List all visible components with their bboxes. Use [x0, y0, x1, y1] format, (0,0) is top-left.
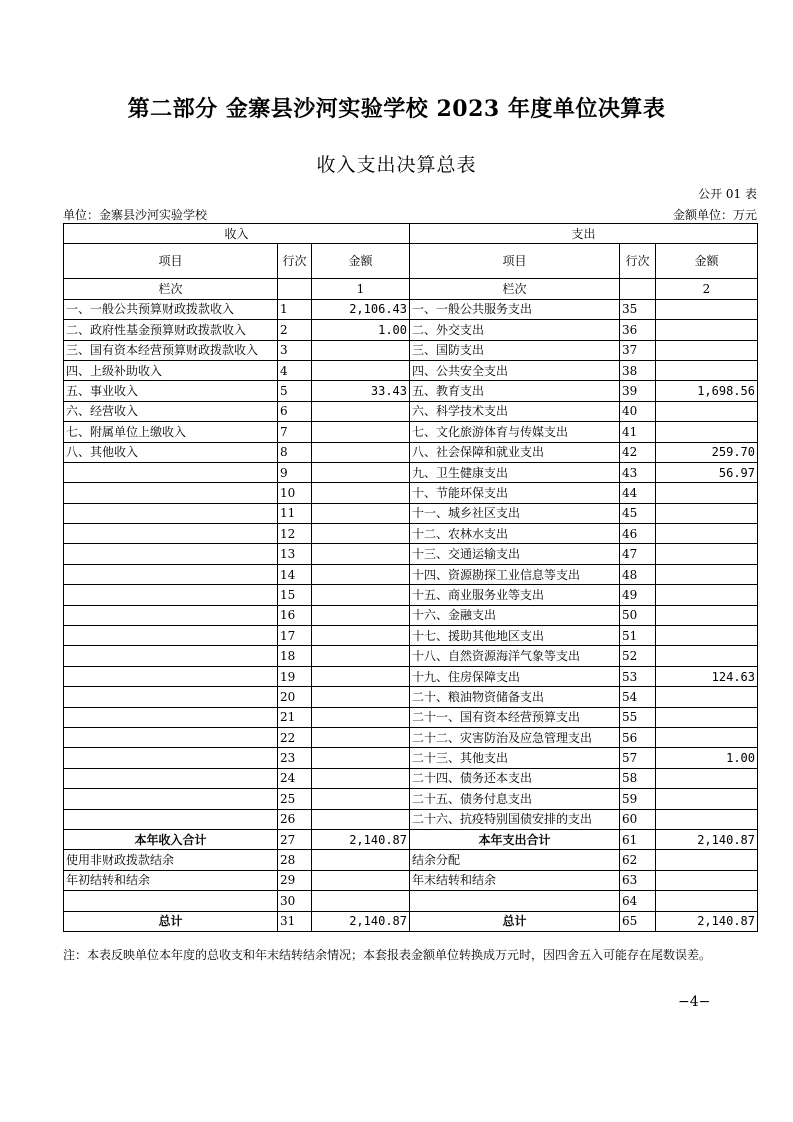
expense-amount-header: 金额 [656, 244, 758, 279]
expense-line-cell: 37 [620, 340, 656, 360]
expense-line-cell: 35 [620, 299, 656, 319]
expense-line-cell: 56 [620, 727, 656, 747]
income-item-cell [64, 646, 278, 666]
income-item-cell [64, 727, 278, 747]
income-item-cell [64, 503, 278, 523]
table-row [64, 320, 758, 340]
income-item-cell: 年初结转和结余 [64, 870, 278, 890]
table-row [64, 626, 758, 646]
expense-amount-cell [656, 605, 758, 625]
expense-item-cell: 七、文化旅游体育与传媒支出 [410, 422, 620, 442]
income-amount-cell [312, 483, 410, 503]
income-amount-cell [312, 748, 410, 768]
income-line-cell: 29 [278, 870, 312, 890]
expense-item-cell: 二十六、抗疫特别国债安排的支出 [410, 809, 620, 829]
expense-line-cell: 48 [620, 564, 656, 584]
expense-amount-cell [656, 422, 758, 442]
expense-item-cell: 二十五、债务付息支出 [410, 789, 620, 809]
income-amount-cell [312, 605, 410, 625]
document-title: 第二部分 金寨县沙河实验学校 2023 年度单位决算表 [127, 96, 666, 122]
income-amount-cell [312, 870, 410, 890]
expense-amount-cell: 1.00 [656, 748, 758, 768]
income-item-cell [64, 748, 278, 768]
expense-item-cell: 结余分配 [410, 850, 620, 870]
expense-line-cell: 57 [620, 748, 656, 768]
table-row [64, 564, 758, 584]
expense-item-cell: 十一、城乡社区支出 [410, 503, 620, 523]
income-item-cell: 七、附属单位上缴收入 [64, 422, 278, 442]
expense-line-cell: 40 [620, 401, 656, 421]
income-line-cell: 31 [278, 911, 312, 931]
income-line-cell: 9 [278, 462, 312, 482]
income-amount-cell: 2,140.87 [312, 829, 410, 849]
income-item-cell [64, 891, 278, 911]
expense-line-cell: 41 [620, 422, 656, 442]
expense-line-cell: 51 [620, 626, 656, 646]
expense-line-cell: 54 [620, 687, 656, 707]
income-amount-cell [312, 401, 410, 421]
table-row [64, 605, 758, 625]
table-row [64, 585, 758, 605]
table-row [64, 911, 758, 931]
table-row [64, 870, 758, 890]
expense-lanci-blank [620, 279, 656, 299]
income-line-cell: 25 [278, 789, 312, 809]
income-amount-cell: 33.43 [312, 381, 410, 401]
income-item-cell [64, 768, 278, 788]
table-row [64, 503, 758, 523]
expense-amount-cell [656, 687, 758, 707]
income-line-cell: 30 [278, 891, 312, 911]
expense-item-cell: 五、教育支出 [410, 381, 620, 401]
income-item-cell: 三、国有资本经营预算财政拨款收入 [64, 340, 278, 360]
table-row [64, 789, 758, 809]
income-item-cell: 本年收入合计 [64, 829, 278, 849]
expense-amount-cell [656, 891, 758, 911]
table-row [64, 891, 758, 911]
income-item-cell: 一、一般公共预算财政拨款收入 [64, 299, 278, 319]
income-item-cell: 八、其他收入 [64, 442, 278, 462]
income-line-cell: 10 [278, 483, 312, 503]
income-line-cell: 7 [278, 422, 312, 442]
table-row [64, 666, 758, 686]
expense-amount-cell [656, 626, 758, 646]
income-amount-cell [312, 340, 410, 360]
income-amount-cell [312, 564, 410, 584]
income-line-cell: 17 [278, 626, 312, 646]
income-line-cell: 18 [278, 646, 312, 666]
expense-item-cell: 四、公共安全支出 [410, 360, 620, 380]
unit-line [63, 206, 757, 222]
table-row [64, 768, 758, 788]
expense-amount-cell [656, 524, 758, 544]
expense-amount-cell [656, 850, 758, 870]
income-amount-cell [312, 503, 410, 523]
expense-item-cell: 十四、资源勘探工业信息等支出 [410, 564, 620, 584]
income-amount-cell [312, 422, 410, 442]
income-item-cell: 总计 [64, 911, 278, 931]
table-row [64, 687, 758, 707]
table-body [64, 224, 758, 932]
expense-item-cell: 十九、住房保障支出 [410, 666, 620, 686]
table-row [64, 360, 758, 380]
income-line-header: 行次 [278, 244, 312, 279]
income-col-number: 1 [312, 279, 410, 299]
expense-line-cell: 47 [620, 544, 656, 564]
expense-line-cell: 50 [620, 605, 656, 625]
expense-line-cell: 61 [620, 829, 656, 849]
expense-item-cell: 九、卫生健康支出 [410, 462, 620, 482]
table-footnote: 注：本表反映单位本年度的总收支和年末结转结余情况；本套报表金额单位转换成万元时，因四舍五入可能存在尾数误差。 [63, 948, 712, 962]
income-amount-cell [312, 360, 410, 380]
income-amount-cell: 2,106.43 [312, 299, 410, 319]
expense-line-cell: 44 [620, 483, 656, 503]
expense-amount-cell [656, 503, 758, 523]
income-amount-cell [312, 646, 410, 666]
income-item-cell [64, 524, 278, 544]
income-amount-cell [312, 789, 410, 809]
income-line-cell: 11 [278, 503, 312, 523]
table-row [64, 727, 758, 747]
expense-item-cell: 总计 [410, 911, 620, 931]
table-row [64, 299, 758, 319]
income-amount-cell [312, 462, 410, 482]
income-amount-cell [312, 585, 410, 605]
expense-item-cell: 二十一、国有资本经营预算支出 [410, 707, 620, 727]
table-subtitle: 收入支出决算总表 [316, 154, 477, 176]
table-row [64, 422, 758, 442]
income-line-cell: 1 [278, 299, 312, 319]
expense-item-cell [410, 891, 620, 911]
table-row [64, 646, 758, 666]
income-amount-cell [312, 442, 410, 462]
expense-line-cell: 64 [620, 891, 656, 911]
income-item-cell [64, 605, 278, 625]
income-line-cell: 4 [278, 360, 312, 380]
income-line-cell: 24 [278, 768, 312, 788]
expense-amount-cell [656, 360, 758, 380]
expense-amount-cell [656, 299, 758, 319]
income-item-cell: 四、上级补助收入 [64, 360, 278, 380]
table-row [64, 809, 758, 829]
expense-amount-cell [656, 727, 758, 747]
header-row-columns [64, 244, 758, 279]
income-amount-cell [312, 707, 410, 727]
income-expense-table [63, 223, 758, 932]
expense-amount-cell [656, 646, 758, 666]
income-item-header: 项目 [64, 244, 278, 279]
expense-line-cell: 62 [620, 850, 656, 870]
expense-col-number: 2 [656, 279, 758, 299]
expense-line-cell: 59 [620, 789, 656, 809]
expense-line-cell: 65 [620, 911, 656, 931]
income-item-cell: 六、经营收入 [64, 401, 278, 421]
table-row [64, 850, 758, 870]
expense-item-cell: 十七、援助其他地区支出 [410, 626, 620, 646]
expense-line-cell: 45 [620, 503, 656, 523]
table-code: 公开 01 表 [698, 187, 757, 201]
income-item-cell: 五、事业收入 [64, 381, 278, 401]
header-row-lanci [64, 279, 758, 299]
expense-line-cell: 58 [620, 768, 656, 788]
expense-amount-cell: 1,698.56 [656, 381, 758, 401]
income-line-cell: 13 [278, 544, 312, 564]
expense-line-cell: 42 [620, 442, 656, 462]
income-line-cell: 2 [278, 320, 312, 340]
income-line-cell: 20 [278, 687, 312, 707]
expense-amount-cell [656, 707, 758, 727]
income-amount-cell [312, 524, 410, 544]
expense-amount-cell: 2,140.87 [656, 911, 758, 931]
expense-amount-cell [656, 544, 758, 564]
expense-item-header: 项目 [410, 244, 620, 279]
income-amount-cell [312, 544, 410, 564]
income-amount-cell [312, 768, 410, 788]
expense-amount-cell [656, 789, 758, 809]
income-line-cell: 5 [278, 381, 312, 401]
income-item-cell [64, 544, 278, 564]
expense-item-cell: 年末结转和结余 [410, 870, 620, 890]
expense-amount-cell [656, 870, 758, 890]
expense-item-cell: 十、节能环保支出 [410, 483, 620, 503]
income-line-cell: 12 [278, 524, 312, 544]
expense-line-cell: 38 [620, 360, 656, 380]
income-line-cell: 27 [278, 829, 312, 849]
income-amount-cell [312, 891, 410, 911]
expense-item-cell: 二十三、其他支出 [410, 748, 620, 768]
table-row [64, 462, 758, 482]
income-header: 收入 [64, 224, 410, 244]
table-row [64, 483, 758, 503]
table-row [64, 442, 758, 462]
income-line-cell: 21 [278, 707, 312, 727]
amount-unit-label: 金额单位：万元 [672, 208, 757, 222]
income-item-cell [64, 789, 278, 809]
expense-lanci-label: 栏次 [410, 279, 620, 299]
expense-amount-cell: 259.70 [656, 442, 758, 462]
income-amount-cell [312, 666, 410, 686]
income-line-cell: 15 [278, 585, 312, 605]
page-number: −4− [678, 994, 711, 1010]
income-line-cell: 26 [278, 809, 312, 829]
income-line-cell: 14 [278, 564, 312, 584]
expense-item-cell: 八、社会保障和就业支出 [410, 442, 620, 462]
expense-amount-cell [656, 320, 758, 340]
income-line-cell: 8 [278, 442, 312, 462]
expense-amount-cell: 124.63 [656, 666, 758, 686]
income-item-cell [64, 483, 278, 503]
income-amount-cell [312, 626, 410, 646]
expense-amount-cell [656, 483, 758, 503]
expense-item-cell: 本年支出合计 [410, 829, 620, 849]
expense-amount-cell: 56.97 [656, 462, 758, 482]
income-line-cell: 22 [278, 727, 312, 747]
income-item-cell: 二、政府性基金预算财政拨款收入 [64, 320, 278, 340]
expense-item-cell: 一、一般公共服务支出 [410, 299, 620, 319]
expense-amount-cell [656, 401, 758, 421]
expense-line-cell: 53 [620, 666, 656, 686]
table-row [64, 401, 758, 421]
expense-item-cell: 三、国防支出 [410, 340, 620, 360]
income-item-cell [64, 585, 278, 605]
expense-item-cell: 十五、商业服务业等支出 [410, 585, 620, 605]
income-line-cell: 23 [278, 748, 312, 768]
income-item-cell [64, 626, 278, 646]
expense-line-cell: 39 [620, 381, 656, 401]
expense-header: 支出 [410, 224, 758, 244]
expense-item-cell: 十二、农林水支出 [410, 524, 620, 544]
income-line-cell: 19 [278, 666, 312, 686]
expense-item-cell: 二十二、灾害防治及应急管理支出 [410, 727, 620, 747]
table-row [64, 829, 758, 849]
expense-line-cell: 55 [620, 707, 656, 727]
expense-amount-cell [656, 340, 758, 360]
expense-line-cell: 52 [620, 646, 656, 666]
expense-line-cell: 63 [620, 870, 656, 890]
table-row [64, 340, 758, 360]
table-row [64, 748, 758, 768]
income-amount-cell [312, 850, 410, 870]
table-row [64, 381, 758, 401]
expense-item-cell: 十八、自然资源海洋气象等支出 [410, 646, 620, 666]
expense-item-cell: 二十、粮油物资储备支出 [410, 687, 620, 707]
expense-line-header: 行次 [620, 244, 656, 279]
income-item-cell [64, 666, 278, 686]
income-amount-cell [312, 687, 410, 707]
expense-amount-cell: 2,140.87 [656, 829, 758, 849]
income-item-cell [64, 687, 278, 707]
expense-item-cell: 二、外交支出 [410, 320, 620, 340]
expense-line-cell: 43 [620, 462, 656, 482]
table-row [64, 544, 758, 564]
expense-item-cell: 二十四、债务还本支出 [410, 768, 620, 788]
income-item-cell [64, 462, 278, 482]
income-amount-header: 金额 [312, 244, 410, 279]
expense-amount-cell [656, 585, 758, 605]
expense-amount-cell [656, 564, 758, 584]
expense-line-cell: 46 [620, 524, 656, 544]
table-row [64, 524, 758, 544]
expense-line-cell: 36 [620, 320, 656, 340]
expense-amount-cell [656, 768, 758, 788]
income-item-cell [64, 809, 278, 829]
expense-item-cell: 十六、金融支出 [410, 605, 620, 625]
expense-amount-cell [656, 809, 758, 829]
income-line-cell: 28 [278, 850, 312, 870]
expense-line-cell: 60 [620, 809, 656, 829]
expense-item-cell: 十三、交通运输支出 [410, 544, 620, 564]
expense-item-cell: 六、科学技术支出 [410, 401, 620, 421]
income-line-cell: 6 [278, 401, 312, 421]
income-line-cell: 16 [278, 605, 312, 625]
income-item-cell: 使用非财政拨款结余 [64, 850, 278, 870]
income-amount-cell: 2,140.87 [312, 911, 410, 931]
income-line-cell: 3 [278, 340, 312, 360]
income-lanci-label: 栏次 [64, 279, 278, 299]
header-row-section [64, 224, 758, 244]
income-amount-cell [312, 727, 410, 747]
table-row [64, 707, 758, 727]
income-amount-cell: 1.00 [312, 320, 410, 340]
income-amount-cell [312, 809, 410, 829]
unit-label: 单位：金寨县沙河实验学校 [63, 208, 208, 222]
income-item-cell [64, 564, 278, 584]
expense-line-cell: 49 [620, 585, 656, 605]
income-item-cell [64, 707, 278, 727]
income-lanci-blank [278, 279, 312, 299]
